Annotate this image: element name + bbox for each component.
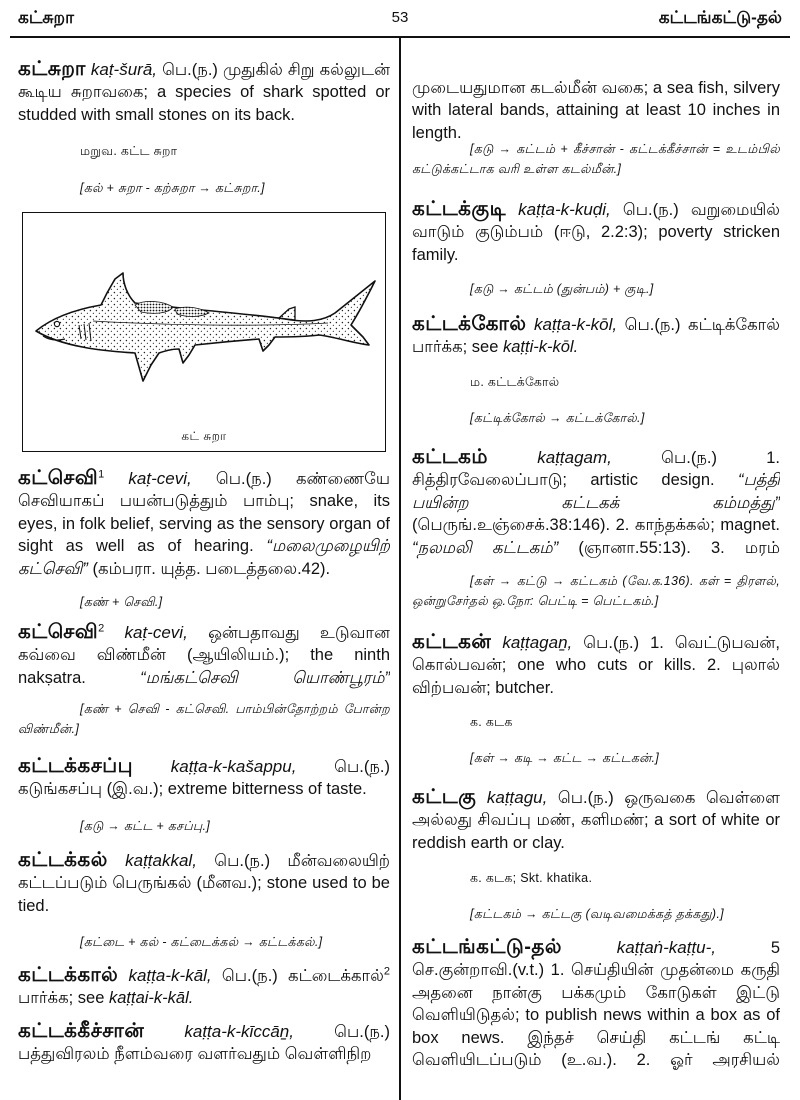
dictionary-entry <box>18 1020 390 1068</box>
right-guide-word: கட்டங்கட்டு-தல் <box>658 8 782 27</box>
right-column <box>412 0 780 1100</box>
etymology-note <box>18 700 390 740</box>
etymology-note <box>18 933 390 953</box>
note-text: ம. கட்டக்கோல் <box>470 375 560 389</box>
transliteration: kaṭṭa-k-kuḍi, <box>518 200 611 219</box>
dictionary-entry <box>412 631 780 699</box>
headword: கட்டக்கோல் <box>412 313 527 335</box>
transliteration: kaṭṭa-k-kašappu, <box>170 757 297 776</box>
etymology-text: [கல் + சுறா - கற்சுறா → கட்சுறா.] <box>80 181 265 195</box>
dictionary-entry <box>412 786 780 854</box>
etymology-note <box>18 179 390 199</box>
etymology-text: [கட்டகம் → கட்டகு (வடிவமைக்கத் தக்கது).] <box>470 907 724 921</box>
transliteration: kaṭṭaṅ-kaṭṭu-, <box>616 938 717 957</box>
headword: கட்டக்கசப்பு <box>18 755 134 777</box>
note-text: க. கடக <box>470 715 513 729</box>
citation-quote: “மங்கட்செவி யொண்பூரம்” <box>140 668 390 687</box>
cognate-note <box>412 373 780 393</box>
etymology-note <box>412 140 780 180</box>
dictionary-entry <box>412 313 780 359</box>
dictionary-entry <box>18 621 390 689</box>
left-guide-word: கட்சுறா <box>18 8 74 27</box>
dictionary-entry <box>18 755 390 801</box>
definition-text: ஒன்பதாவது உடுவான கவ்வை விண்மீன் (ஆயிலியம்.); the ninth nakṣatra. <box>18 624 390 687</box>
etymology-text: [கடு → கட்ட + கசப்பு.] <box>80 819 211 833</box>
definition-text: (கம்பரா. யுத்த. படைத்தலை.42). <box>87 559 331 578</box>
dictionary-entry <box>412 198 780 266</box>
headword: கட்டக்குடி <box>412 198 506 220</box>
shark-body <box>36 273 375 381</box>
transliteration: kaṭ-cevi, <box>124 623 188 642</box>
citation-quote: “நலமலி கட்டகம்” <box>412 538 559 557</box>
definition-text: பெ.(ந.) முதுகில் சிறு கல்லுடன் கூடிய சுறாவகை; a species of shark spotted or studded with small stones on its back. <box>18 61 390 124</box>
definition-text: பெ.(ந.) கட்டைக்கால் <box>221 967 384 985</box>
transliteration: kaṭṭa-k-kōl, <box>533 315 618 334</box>
citation-quote: “பத்தி பயின்ற கட்டகக் கம்மத்து” <box>412 471 780 512</box>
variant-note <box>18 142 390 162</box>
cognate-note <box>412 869 780 889</box>
definition-text: பெ.(ந.) மீன்வலையிற் கட்டப்படும் பெருங்கல் (மீனவ.); stone used to be tied. <box>18 852 390 915</box>
definition-text: பெ.(ந.) கண்ணையே செவியாகப் பயன்படுத்தும் பாம்பு; snake, its eyes, in folk belief, serving as the sensory organ of sight as well as of hearing. <box>18 470 390 556</box>
headword: கட்டங்கட்டு-தல் <box>412 936 562 958</box>
cross-reference: kaṭṭai-k-kāl. <box>108 989 194 1008</box>
definition-text: பெ.(ந.) 1. சித்திரவேலைப்பாடு; artistic design. <box>412 449 780 490</box>
etymology-note <box>412 572 780 612</box>
column-divider <box>399 37 401 1100</box>
transliteration: kaṭṭa-k-kāl, <box>128 966 212 985</box>
etymology-text: [கட்டிக்கோல் → கட்டக்கோல்.] <box>470 411 645 425</box>
transliteration: kaṭ-cevi, <box>128 469 192 488</box>
etymology-text: [கண் + செவி - கட்செவி. பாம்பின்தோற்றம் போன்ற விண்மீன்.] <box>18 702 390 736</box>
headword: கட்சுறா <box>18 58 86 80</box>
entry-continuation <box>412 77 780 145</box>
definition-text: பெ.(ந.) பத்துவிரலம் நீளம்வரை வளர்வதும் வெள்ளிநிற <box>18 1023 390 1064</box>
figure-box <box>22 212 386 452</box>
etymology-text: [கடு → கட்டம் + கீச்சான் - கட்டக்கீச்சான் = உடம்பில் கட்டுக்கட்டாக வரி உள்ள கடல்மீன்.] <box>412 142 780 176</box>
transliteration: kaṭṭakkal, <box>125 851 197 870</box>
etymology-note <box>412 905 780 925</box>
headword: கட்செவி <box>18 621 99 643</box>
definition-text: (பெருங்.உஞ்சைக்.38:146). 2. காந்தக்கல்; magnet. <box>412 516 780 535</box>
headword: கட்டகு <box>412 786 477 808</box>
definition-text: பெ.(ந.) ஒருவகை வெள்ளை அல்லது சிவப்பு மண், களிமண்; a sort of white or reddish earth or clay. <box>412 789 780 852</box>
etymology-text: [கள் → கட்டு → கட்டகம் (வே.க.136). கள் = திரளல், ஒன்றுசேர்தல் ஒ.நோ: பெட்டி = பெட்டகம்.] <box>412 574 780 608</box>
superscript-number: 2 <box>383 965 390 978</box>
headword: கட்டக்கால் <box>18 964 119 986</box>
figure-caption: கட் சுறா <box>181 429 227 443</box>
definition-text: பார்க்க; see <box>18 989 109 1008</box>
headword: கட்டகம் <box>412 446 489 468</box>
etymology-text: [கடு → கட்டம் (துன்பம்) + குடி.] <box>470 282 654 296</box>
headword: கட்டக்கல் <box>18 849 108 871</box>
headword: கட்டகன் <box>412 631 492 653</box>
homonym-number: 2 <box>98 622 105 635</box>
page-number: 53 <box>391 9 409 26</box>
note-text: மறுவ. கட்ட சுறா <box>80 144 178 158</box>
dictionary-entry <box>18 467 390 581</box>
dictionary-entry <box>412 936 780 1074</box>
etymology-text: [கண் + செவி.] <box>80 595 163 609</box>
headword: கட்டக்கீச்சான் <box>18 1020 145 1042</box>
headword: கட்செவி <box>18 467 99 489</box>
note-text: க. கடக; Skt. khatika. <box>470 871 593 885</box>
etymology-note <box>18 817 390 837</box>
citation-quote: “மலைமுழையிற் கட்செவி” <box>18 537 390 578</box>
definition-text: பெ.(ந.) கட்டிக்கோல் பார்க்க; see <box>412 316 780 357</box>
definition-text: பெ.(ந.) 1. வெட்டுபவன், கொல்பவன்; one who cuts or kills. 2. புலால் விற்பவன்; butcher. <box>412 634 780 697</box>
etymology-note <box>412 749 780 769</box>
etymology-note <box>412 280 780 300</box>
second-dorsal-fin <box>279 307 295 320</box>
definition-text: முடையதுமான கடல்மீன் வகை; a sea fish, silvery with lateral bands, attaining at least 10 inches in length. <box>412 79 780 142</box>
homonym-number: 1 <box>98 468 105 481</box>
etymology-text: [கள் → கடி → கட்ட → கட்டகன்.] <box>470 751 660 765</box>
transliteration: kaṭṭagaṉ, <box>502 633 573 652</box>
etymology-text: [கட்டை + கல் - கட்டைக்கல் → கட்டக்கல்.] <box>80 935 323 949</box>
cross-reference: kaṭṭi-k-kōl. <box>502 338 579 357</box>
back-markings <box>135 301 173 313</box>
shark-eye <box>54 321 59 326</box>
cognate-note <box>412 713 780 733</box>
dictionary-entry <box>18 964 390 1010</box>
transliteration: kaṭṭagam, <box>537 448 612 467</box>
dictionary-entry <box>18 58 390 126</box>
transliteration: kaṭṭa-k-kīccāṉ, <box>184 1022 294 1041</box>
etymology-note <box>18 593 390 613</box>
definition-text: பெ.(ந.) கடுங்கசப்பு (இ.வ.); extreme bitterness of taste. <box>18 758 390 799</box>
shark-illustration <box>23 213 384 423</box>
definition-text: (ஞானா.55:13). 3. மரம் <box>578 538 780 557</box>
transliteration: kaṭ-šurā, <box>90 60 158 79</box>
definition-text: பெ.(ந.) வறுமையில் வாடும் குடும்பம் (ஈடு, 2.2:3); poverty stricken family. <box>412 201 780 264</box>
transliteration: kaṭṭagu, <box>486 788 548 807</box>
dictionary-entry <box>18 849 390 917</box>
definition-text: 5 செ.குன்றாவி.(v.t.) 1. செய்தியின் முதன்மை கருதி அதனை நான்கு பக்கமும் கோடுகள் இட்டு வெளியிடுதல்; to publish news within a box as of box news. இந்தச் செய்தி கட்டங் கட்டி வெளியிடப்படும் (உ.வ.). 2. ஓர் அரசியல் <box>412 939 780 1070</box>
back-markings <box>175 307 209 316</box>
etymology-note <box>412 409 780 429</box>
dictionary-entry <box>412 446 780 560</box>
left-column <box>18 0 390 1100</box>
